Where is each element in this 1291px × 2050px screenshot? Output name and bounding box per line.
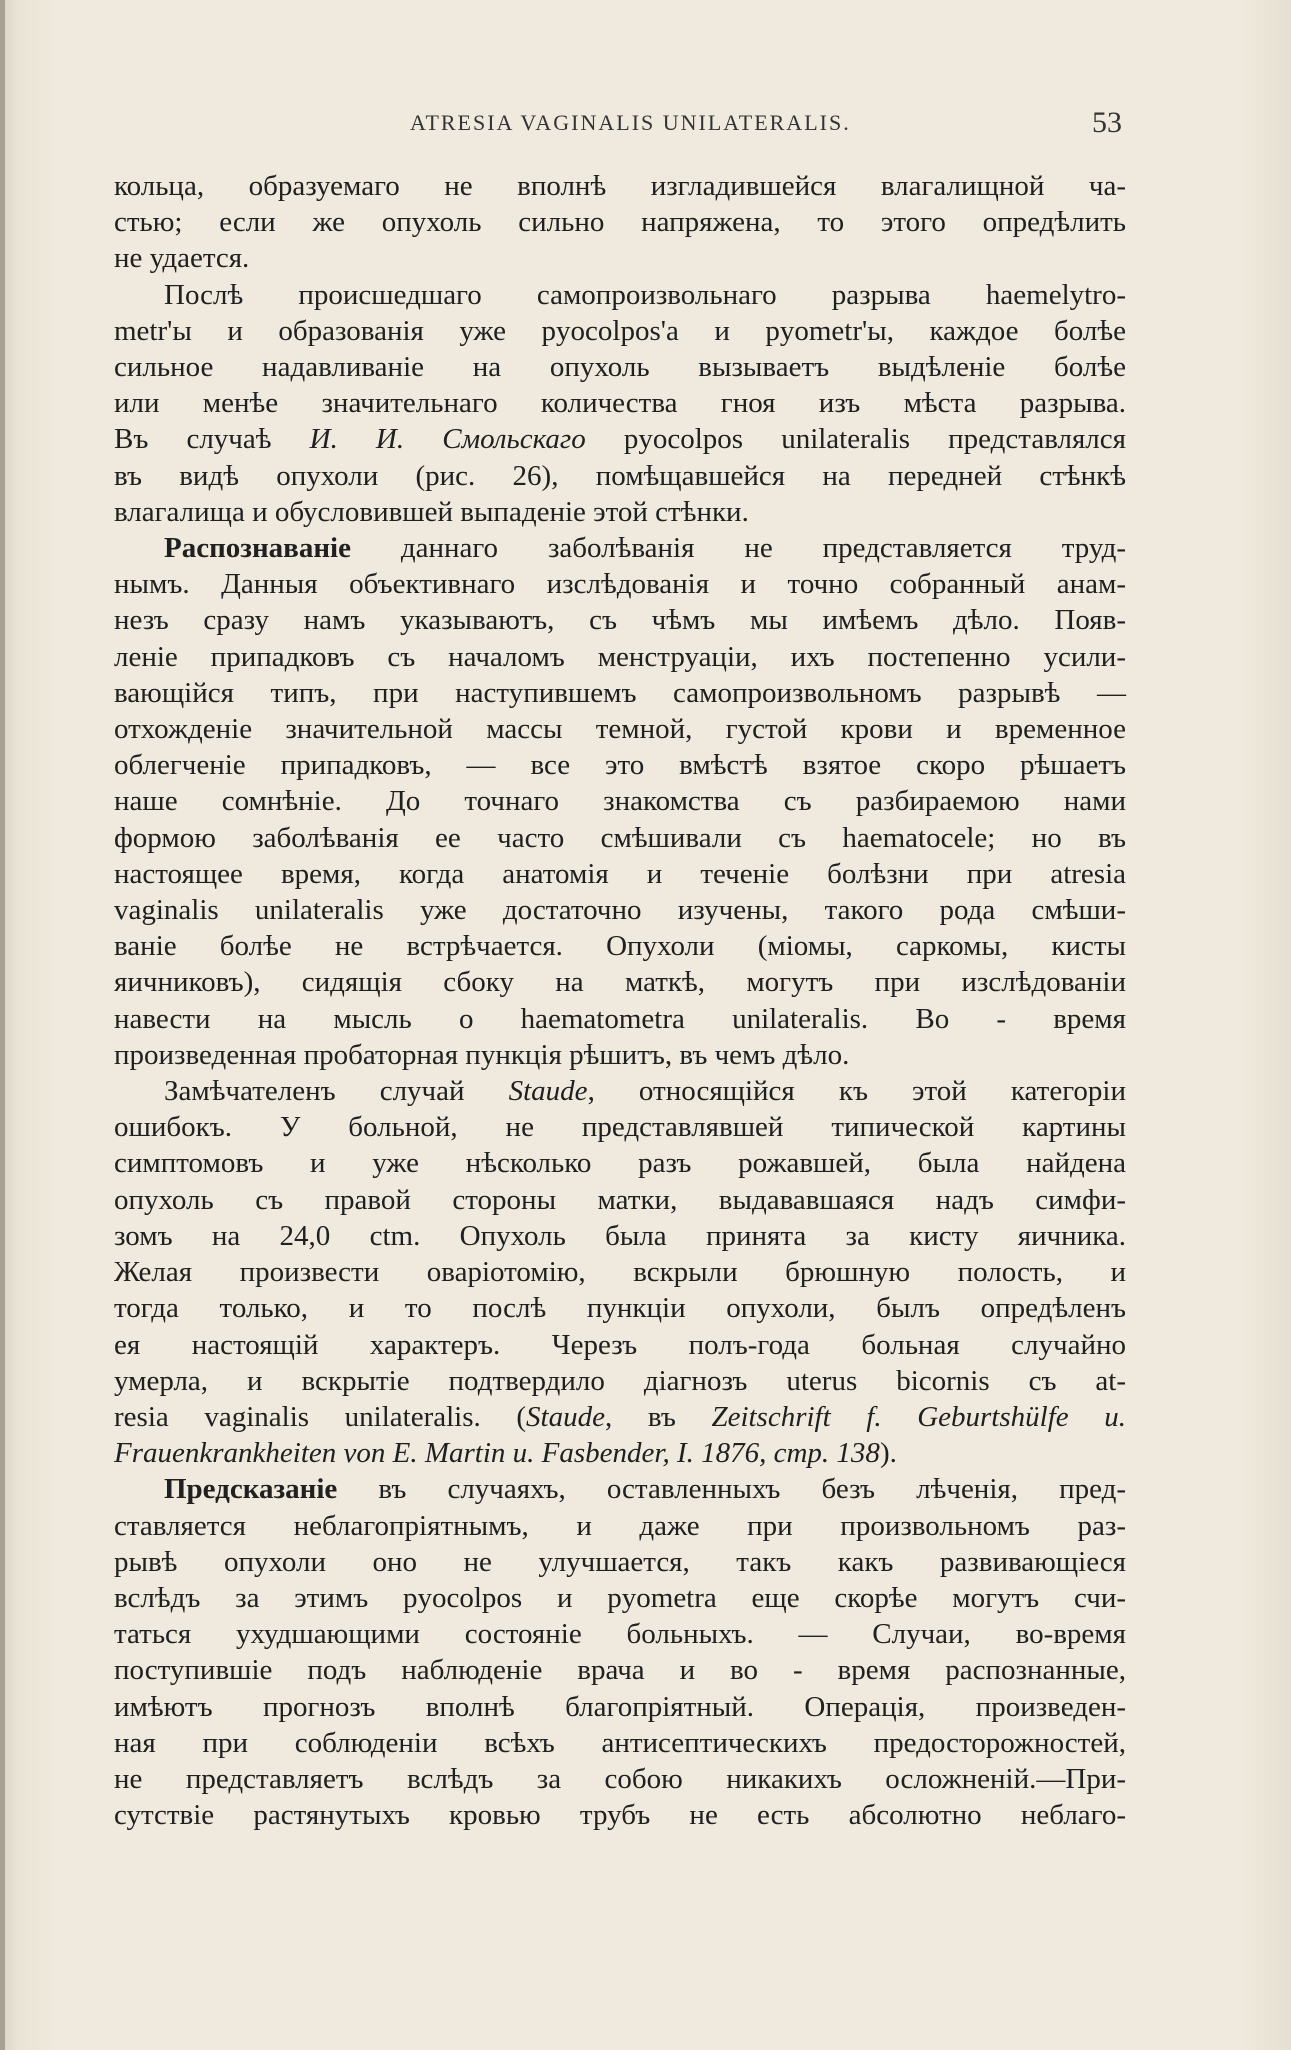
- text-line: умерла, и вскрытіе подтвердило діагнозъ uterus bicornis съ at-: [114, 1364, 1126, 1397]
- text-line: формою заболѣванія ее часто смѣшивали съ haematocele; но въ: [114, 821, 1126, 854]
- text-line: ея настоящій характеръ. Черезъ полъ-года больная случайно: [114, 1328, 1126, 1361]
- text-line: ошибокъ. У больной, не представлявшей типической картины: [114, 1111, 1126, 1144]
- text-line: [114, 530, 1126, 566]
- author-name-smolsky: И. И. Смольскаго: [309, 423, 586, 456]
- citation-source: Frauenkrankheiten von E. Martin u. Fasbender, I. 1876, стр. 138: [114, 1437, 880, 1470]
- body-text: [114, 168, 1126, 1833]
- text-run: resia vaginalis unilateralis. (: [114, 1400, 527, 1433]
- text-line: таться ухудшающими состояніе больныхъ. — Случаи, во-время: [114, 1618, 1126, 1651]
- text-line: [114, 421, 1126, 457]
- text-line: [114, 1399, 1126, 1435]
- text-line: яичниковъ), сидящія сбоку на маткѣ, могутъ при изслѣдованіи: [114, 966, 1126, 999]
- text-run: ).: [879, 1437, 897, 1470]
- text-line: ная при соблюденіи всѣхъ антисептическихъ предосторожностей,: [114, 1726, 1126, 1759]
- text-line: кольца, образуемаго не вполнѣ изгладившейся влагалищной ча-: [114, 170, 1126, 202]
- text-line: имѣютъ прогнозъ вполнѣ благопріятный. Операція, произведен-: [114, 1690, 1126, 1723]
- text-line: навести на мысль о haematometra unilateralis. Во - время: [114, 1002, 1126, 1035]
- text-line: отхожденіе значительной массы темной, густой крови и временное: [114, 713, 1126, 746]
- text-run: даннаго заболѣванія не представляется труд-: [350, 532, 1126, 565]
- text-line: вслѣдъ за этимъ pyocolpos и pyometra еще скорѣе могутъ счи-: [114, 1581, 1126, 1614]
- text-line: [114, 1435, 1126, 1471]
- text-line: не представляетъ вслѣдъ за собою никакихъ осложненій.—При-: [114, 1762, 1126, 1795]
- text-line: настоящее время, когда анатомія и теченіе болѣзни при atresia: [114, 857, 1126, 890]
- text-run: pyocolpos unilateralis представлялся: [585, 423, 1126, 456]
- text-line: въ видѣ опухоли (рис. 26), помѣщавшейся на передней стѣнкѣ: [114, 459, 1126, 492]
- text-line: ставляется неблагопріятнымъ, и даже при произвольномъ раз-: [114, 1509, 1126, 1542]
- text-line: влагалища и обусловившей выпаденіе этой стѣнки.: [114, 495, 749, 528]
- text-line: Послѣ происшедшаго самопроизвольнаго разрыва haemelytro-: [164, 278, 1126, 311]
- citation-author: Staude: [526, 1400, 605, 1433]
- text-line: или менѣе значительнаго количества гноя изъ мѣста разрыва.: [114, 387, 1126, 420]
- text-line: не удается.: [114, 242, 250, 275]
- text-run: , въ: [604, 1400, 712, 1433]
- text-run: Замѣчателенъ случай: [164, 1075, 509, 1108]
- text-line: ваніе болѣе не встрѣчается. Опухоли (міомы, саркомы, кисты: [114, 930, 1126, 963]
- text-run: Въ случаѣ: [114, 423, 310, 456]
- text-line: vaginalis unilateralis уже достаточно изучены, такого рода смѣши-: [114, 894, 1126, 927]
- text-line: вающійся типъ, при наступившемъ самопроизвольномъ разрывѣ —: [114, 676, 1126, 709]
- text-line: рывѣ опухоли оно не улучшается, такъ какъ развивающіеся: [114, 1545, 1126, 1578]
- text-line: [114, 1073, 1126, 1109]
- text-line: облегченіе припадковъ, — все это вмѣстѣ взятое скоро рѣшаетъ: [114, 749, 1126, 782]
- text-run: , относящійся къ этой категоріи: [587, 1075, 1126, 1108]
- text-line: нымъ. Данныя объективнаго изслѣдованія и точно собранный анам-: [114, 568, 1126, 601]
- text-line: незъ сразу намъ указываютъ, съ чѣмъ мы имѣемъ дѣло. Появ-: [114, 604, 1126, 637]
- text-line: сильное надавливаніе на опухоль вызываетъ выдѣленіе болѣе: [114, 351, 1126, 384]
- text-line: поступившіе подъ наблюденіе врача и во - время распознанные,: [114, 1654, 1126, 1687]
- text-line: тогда только, и то послѣ пункціи опухоли, былъ опредѣленъ: [114, 1292, 1126, 1325]
- text-run: въ случаяхъ, оставленныхъ безъ лѣченія, пред-: [337, 1473, 1126, 1506]
- text-line: стью; если же опухоль сильно напряжена, то этого опредѣлить: [114, 206, 1126, 239]
- page-header: [0, 106, 1291, 150]
- text-line: опухоль съ правой стороны матки, выдававшаяся надъ симфи-: [114, 1183, 1126, 1216]
- text-line: наше сомнѣніе. До точнаго знакомства съ разбираемою нами: [114, 785, 1126, 818]
- text-line: Желая произвести оваріотомію, вскрыли брюшную полость, и: [114, 1256, 1126, 1289]
- section-heading-diagnosis: Распознаваніе: [164, 532, 351, 565]
- text-line: зомъ на 24,0 ctm. Опухоль была принята за кисту яичника.: [114, 1219, 1126, 1252]
- citation-journal: Zeitschrift f. Geburtshülfe u.: [711, 1400, 1126, 1433]
- text-line: metr'ы и образованія уже pyocolpos'а и pyometr'ы, каждое болѣе: [114, 314, 1126, 347]
- text-line: сутствіе растянутыхъ кровью трубъ не есть абсолютно неблаго-: [114, 1799, 1126, 1832]
- author-name-staude: Staude: [508, 1075, 588, 1108]
- page-number: 53: [1092, 106, 1122, 139]
- text-line: симптомовъ и уже нѣсколько разъ рожавшей, была найдена: [114, 1147, 1126, 1180]
- running-title: ATRESIA VAGINALIS UNILATERALIS.: [410, 110, 851, 135]
- page-spine-edge: [0, 0, 5, 2050]
- section-heading-prognosis: Предсказаніе: [164, 1473, 338, 1506]
- text-line: [114, 1471, 1126, 1507]
- text-line: леніе припадковъ съ началомъ менструаціи, ихъ постепенно усили-: [114, 640, 1126, 673]
- text-line: произведенная пробаторная пункція рѣшитъ, въ чемъ дѣло.: [114, 1038, 850, 1071]
